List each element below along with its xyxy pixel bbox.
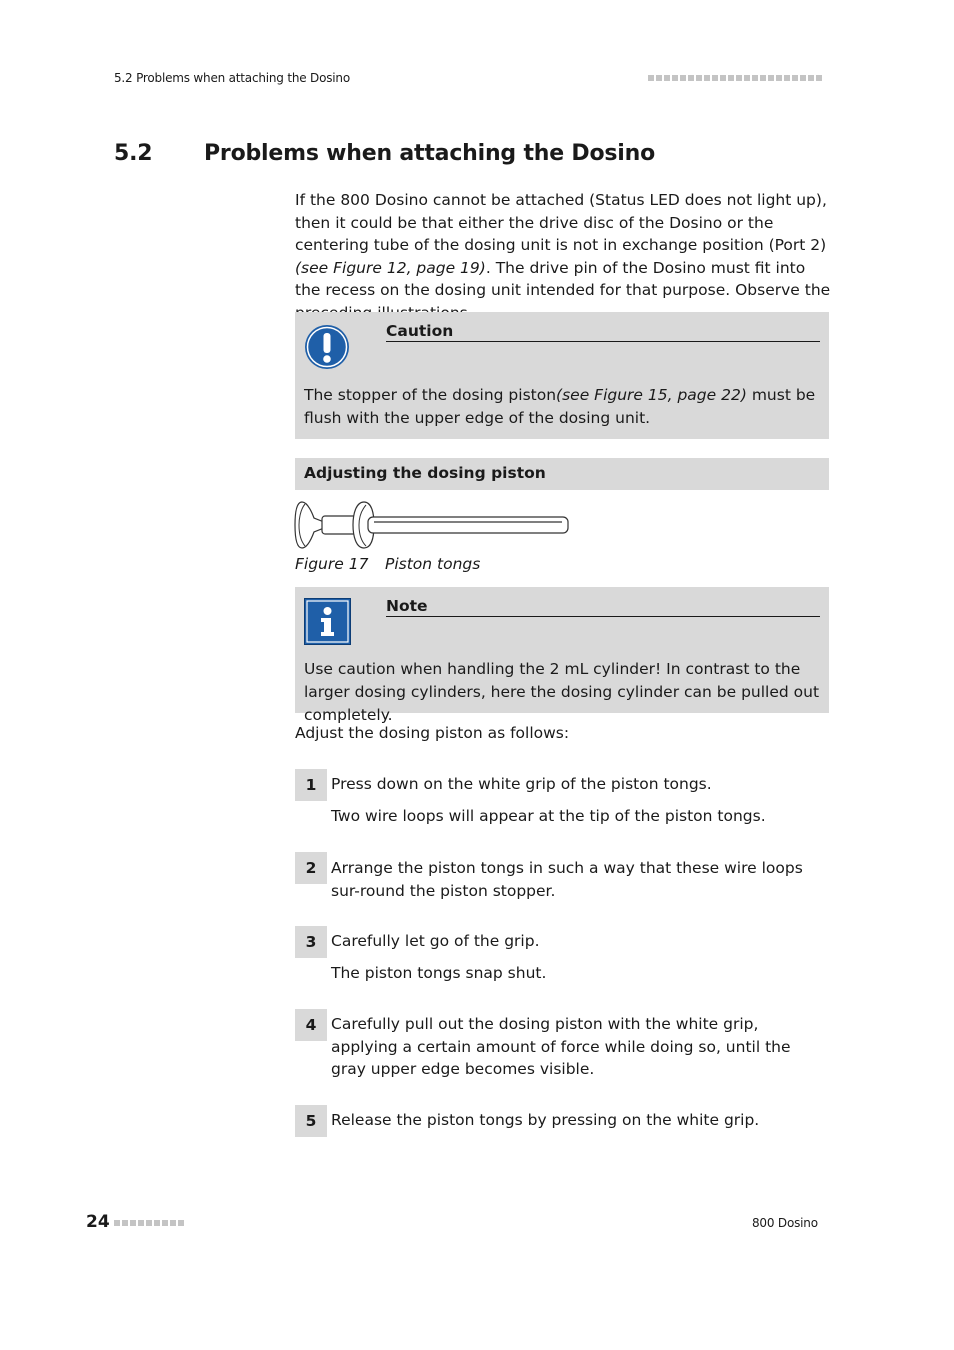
step-number: 4 [295,1009,327,1041]
subheading-bar [295,458,829,490]
step-instruction: Carefully let go of the grip. [331,932,540,950]
intro-paragraph [295,189,831,324]
figure-caption [295,555,480,573]
header-decoration-dots [648,75,822,81]
step-result: Two wire loops will appear at the tip of the piston tongs. [331,807,766,825]
section-title-text: Problems when attaching the Dosino [204,141,655,166]
step-instruction: Release the piston tongs by pressing on the white grip. [331,1111,760,1129]
note-title: Note [386,597,820,617]
step-result: The piston tongs snap shut. [331,964,547,982]
steps-lead: Adjust the dosing piston as follows: [295,724,570,742]
section-title [114,141,655,166]
step-number: 3 [295,926,327,958]
footer-decoration-dots [114,1220,184,1226]
note-text: Use caution when handling the 2 mL cylinder! In contrast to the larger dosing cylinders, here the dosing cylinder can be pulled out completely. [304,660,820,724]
step-number: 1 [295,769,327,801]
caution-text-start: The stopper of the dosing piston [304,386,557,404]
subheading-text: Adjusting the dosing piston [304,464,546,482]
step-instruction: Carefully pull out the dosing piston with the white grip, applying a certain amount of force while doing so, until the gray upper edge becomes visible. [331,1015,791,1078]
caution-text-end: must be flush with the upper edge of the dosing unit. [304,386,816,427]
note-box [295,587,829,724]
figure-label: Figure 17 [295,555,369,573]
caution-figure-reference[interactable]: (see Figure 15, page 22) [556,386,747,404]
section-number: 5.2 [114,141,153,166]
footer-product-title: 800 Dosino [752,1216,818,1230]
running-header: 5.2 Problems when attaching the Dosino [114,71,350,85]
caution-text [304,384,821,430]
exclamation-icon [304,324,350,370]
page-number: 24 [86,1212,110,1232]
intro-text-end: . The drive pin of the Dosino must fit into the recess on the dosing unit intended for that purpose. Observe the [295,258,831,299]
caution-title: Caution [386,322,820,342]
step-instruction: Arrange the piston tongs in such a way that these wire loops sur-round the piston stopper. [331,859,803,900]
step-instruction: Press down on the white grip of the piston tongs. [331,775,712,793]
step-number: 2 [295,852,327,884]
piston-tongs-illustration [294,500,572,552]
figure-caption-text: Piston tongs [385,555,481,573]
intro-text: If the 800 Dosino cannot be attached (Status LED does not light up), then it could be that either the drive disc of the Dosino or the centering tube of the dosing unit is not in exchange position (Port 2) [295,191,827,254]
caution-box [295,312,829,439]
step-number: 5 [295,1105,327,1137]
intro-figure-reference[interactable]: (see Figure 12, page 19) [295,258,486,277]
info-icon [304,598,351,645]
